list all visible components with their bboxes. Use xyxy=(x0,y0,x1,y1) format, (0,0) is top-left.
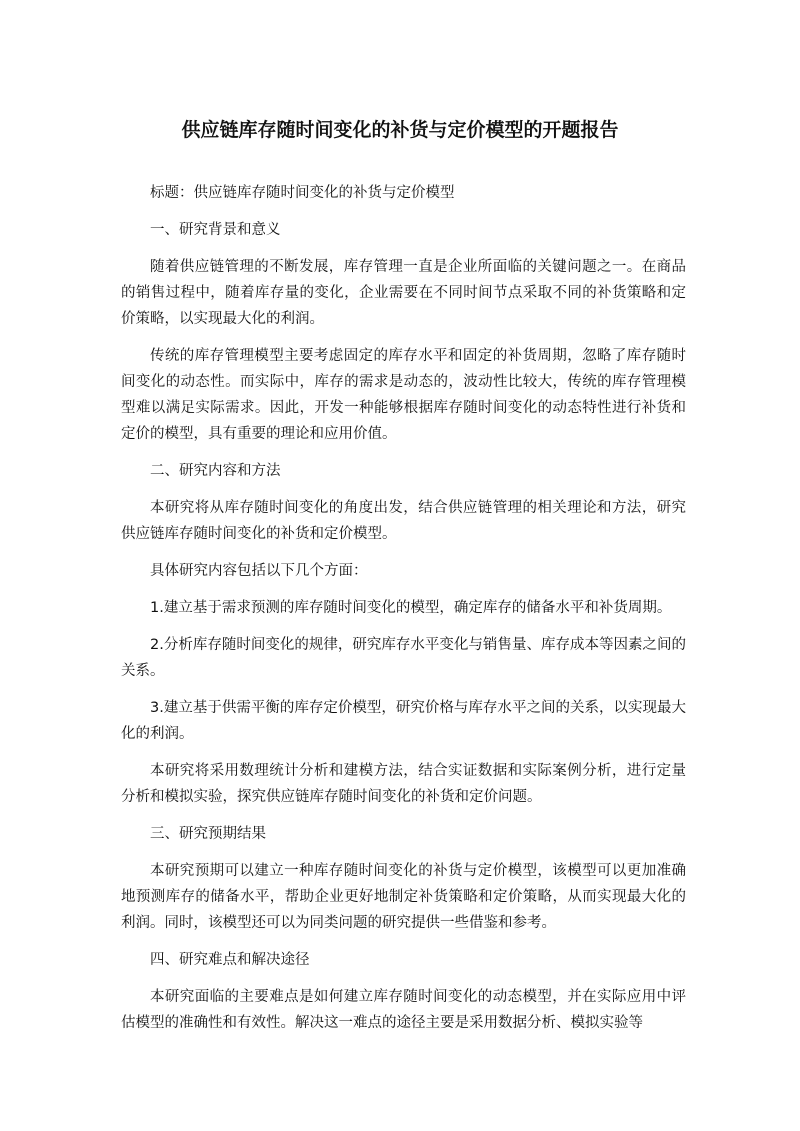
paragraph: 本研究面临的主要难点是如何建立库存随时间变化的动态模型，并在实际应用中评估模型的准确性和有效性。解决这一难点的途径主要是采用数据分析、模拟实验等 xyxy=(121,989,686,1031)
paragraph: 本研究预期可以建立一种库存随时间变化的补货与定价模型，该模型可以更加准确地预测库存的储备水平，帮助企业更好地制定补货策略和定价策略，从而实现最大化的利润。同时，该模型还可以为同类问题的研究提供一些借鉴和参考。 xyxy=(121,863,686,931)
section-heading-background: 一、研究背景和意义 xyxy=(150,222,281,238)
paragraph: 随着供应链管理的不断发展，库存管理一直是企业所面临的关键问题之一。在商品的销售过程中，随着库存量的变化，企业需要在不同时间节点采取不同的补货策略和定价策略，以实现最大化的利润。 xyxy=(121,259,686,327)
document-title: 供应链库存随时间变化的补货与定价模型的开题报告 xyxy=(181,119,619,141)
paragraph: 本研究将从库存随时间变化的角度出发，结合供应链管理的相关理论和方法，研究供应链库存随时间变化的补货和定价模型。 xyxy=(121,500,686,542)
list-item: 1.建立基于需求预测的库存随时间变化的模型，确定库存的储备水平和补货周期。 xyxy=(150,600,672,616)
paragraph: 具体研究内容包括以下几个方面： xyxy=(150,563,368,579)
section-heading-difficulties: 四、研究难点和解决途径 xyxy=(150,952,310,968)
document-body xyxy=(121,180,686,1047)
section-heading-content-methods: 二、研究内容和方法 xyxy=(150,463,281,479)
list-item: 2.分析库存随时间变化的规律，研究库存水平变化与销售量、库存成本等因素之间的关系。 xyxy=(121,637,686,679)
section-heading-expected-results: 三、研究预期结果 xyxy=(150,826,266,842)
paragraph: 传统的库存管理模型主要考虑固定的库存水平和固定的补货周期，忽略了库存随时间变化的动态性。而实际中，库存的需求是动态的，波动性比较大，传统的库存管理模型难以满足实际需求。因此，开发一种能够根据库存随时间变化的动态特性进行补货和定价的模型，具有重要的理论和应用价值。 xyxy=(121,348,686,442)
list-item: 3.建立基于供需平衡的库存定价模型，研究价格与库存水平之间的关系，以实现最大化的利润。 xyxy=(121,700,686,742)
paragraph: 本研究将采用数理统计分析和建模方法，结合实证数据和实际案例分析，进行定量分析和模拟实验，探究供应链库存随时间变化的补货和定价问题。 xyxy=(121,763,686,805)
subtitle-line: 标题：供应链库存随时间变化的补货与定价模型 xyxy=(150,185,455,201)
